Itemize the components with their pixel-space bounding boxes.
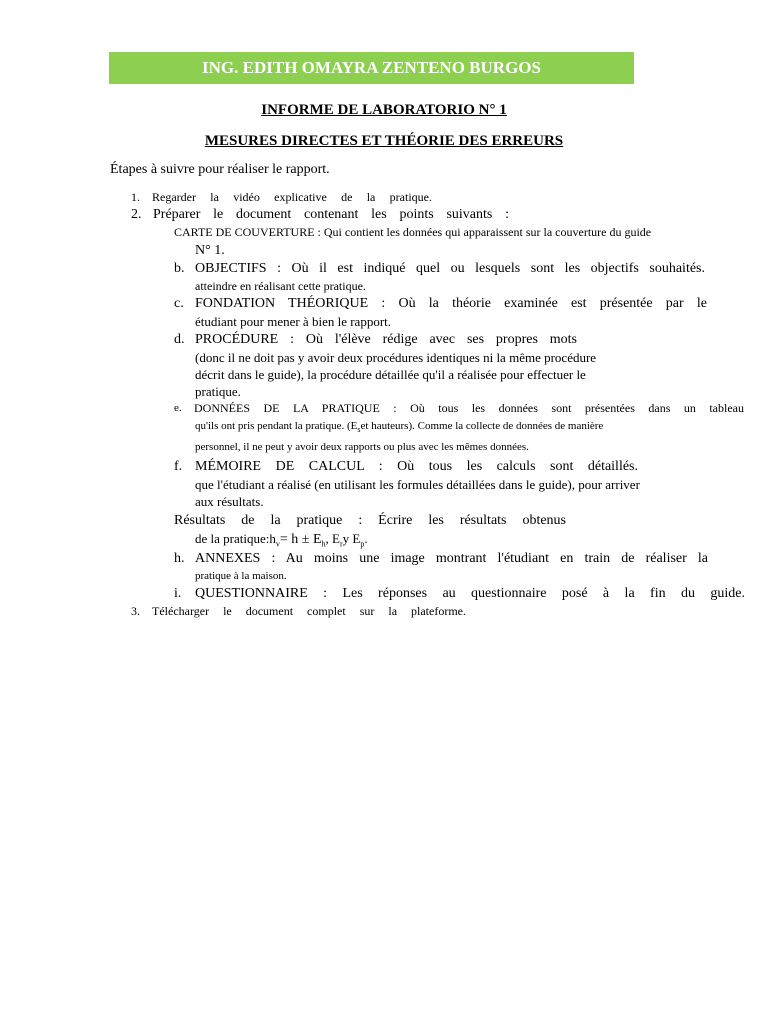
step-3-text: Télécharger le document complet sur la plateforme. — [152, 604, 466, 618]
item-h-letter: h. — [174, 551, 185, 566]
item-a-line-2: N° 1. — [195, 243, 225, 258]
item-b-line-1: OBJECTIFS : Où il est indiqué quel ou lesquels sont les objectifs souhaités. — [195, 261, 705, 276]
item-e-letter: e. — [174, 402, 182, 414]
item-e-line-2: qu'ils ont pris pendant la pratique. ($E_set$ hauteurs). Comme la collecte de données de manière — [195, 420, 604, 435]
item-e-line-3: personnel, il ne peut y avoir deux rapports ou plus avec les mêmes données. — [195, 441, 529, 453]
step-2-text: Préparer le document contenant les points suivants : — [153, 207, 509, 222]
item-d-line-4: pratique. — [195, 384, 241, 399]
author-banner: ING. EDITH OMAYRA ZENTENO BURGOS — [109, 52, 634, 84]
item-h-line-2: pratique à la maison. — [195, 570, 287, 582]
item-g-formula: de la $pratique:h_v= h \pm E_h$, $E_ry$ $E_p$. — [195, 531, 368, 549]
item-d-line-3: décrit dans le guide), la procédure détaillée qu'il a réalisée pour effectuer le — [195, 367, 586, 382]
step-1-text: Regarder la vidéo explicative de la pratique. — [152, 190, 432, 204]
item-f-letter: f. — [174, 459, 183, 474]
step-1-number: 1. — [131, 190, 140, 204]
item-d-letter: d. — [174, 332, 185, 347]
item-d-line-2: (donc il ne doit pas y avoir deux procédures identiques ni la même procédure — [195, 350, 597, 365]
intro-text: Étapes à suivre pour réaliser le rapport. — [110, 162, 330, 177]
item-i-letter: i. — [174, 586, 182, 601]
item-b-letter: b. — [174, 261, 185, 276]
item-g-line-1: Résultats de la pratique : Écrire les résultats obtenus — [174, 513, 566, 528]
item-e-line-1: DONNÉES DE LA PRATIQUE : Où tous les données sont présentées dans un tableau — [194, 401, 744, 415]
item-c-line-2: étudiant pour mener à bien le rapport. — [195, 314, 392, 329]
item-c-letter: c. — [174, 296, 184, 311]
step-2-number: 2. — [131, 207, 142, 222]
item-i-line-1: QUESTIONNAIRE : Les réponses au questionnaire posé à la fin du guide. — [195, 586, 745, 601]
item-f-line-1: MÉMOIRE DE CALCUL : Où tous les calculs sont détaillés. — [195, 459, 638, 474]
step-3-number: 3. — [131, 604, 140, 618]
item-d-line-1: PROCÉDURE : Où l'élève rédige avec ses propres mots — [195, 332, 577, 347]
item-f-line-3: aux résultats. — [195, 494, 264, 509]
item-h-line-1: ANNEXES : Au moins une image montrant l'étudiant en train de réaliser la — [195, 551, 708, 566]
item-c-line-1: FONDATION THÉORIQUE : Où la théorie examinée est présentée par le — [195, 296, 707, 311]
item-f-line-2: que l'étudiant a réalisé (en utilisant les formules détaillées dans le guide), pour arriver — [195, 477, 640, 492]
item-b-line-2: atteindre en réalisant cette pratique. — [195, 279, 366, 293]
report-title: INFORME DE LABORATORIO N° 1 — [261, 102, 507, 118]
report-subtitle: MESURES DIRECTES ET THÉORIE DES ERREURS — [204, 133, 564, 149]
item-a-line-1: CARTE DE COUVERTURE : Qui contient les données qui apparaissent sur la couverture du guide — [174, 225, 652, 239]
